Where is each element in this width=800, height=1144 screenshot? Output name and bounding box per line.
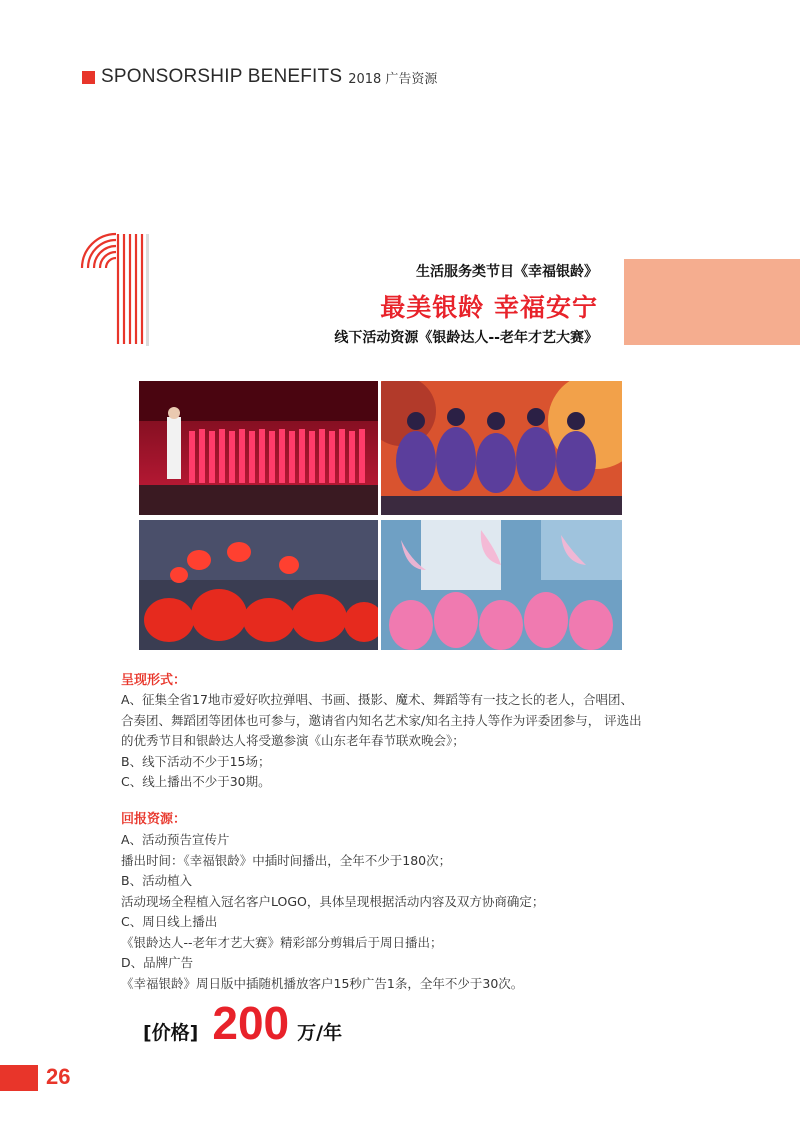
body-line: 播出时间：《幸福银龄》中插时间播出，全年不少于180次； <box>121 852 452 868</box>
photo-choir <box>139 381 378 515</box>
body-line: 《银龄达人--老年才艺大赛》精彩部分剪辑后于周日播出； <box>121 934 443 950</box>
header-red-square <box>82 71 95 84</box>
section-heading-presentation: 呈现形式： <box>121 673 187 688</box>
decorative-peach-block <box>624 259 800 345</box>
body-line: 的优秀节目和银龄达人将受邀参演《山东老年春节联欢晚会》； <box>121 733 465 748</box>
price-label: [价格] <box>143 1022 199 1044</box>
price-block <box>143 996 342 1050</box>
body-line: 《幸福银龄》周日版中插随机播放客户15秒广告1条，全年不少于30次。 <box>121 975 524 991</box>
section-heading-rewards: 回报资源： <box>121 812 187 827</box>
section-body-presentation <box>121 690 641 793</box>
body-line: B、活动植入 <box>121 873 193 888</box>
section-body-rewards <box>121 830 641 994</box>
body-line: C、线上播出不少于30期。 <box>121 774 271 789</box>
body-line: 合奏团、舞蹈团等团体也可参与，邀请省内知名艺术家/知名主持人等作为评委团参与， 评选出 <box>121 712 642 728</box>
body-line: A、活动预告宣传片 <box>121 832 230 847</box>
body-line: C、周日线上播出 <box>121 914 218 929</box>
program-title: 生活服务类节目《幸福银龄》 <box>416 264 598 280</box>
price-unit: 万/年 <box>297 1022 343 1044</box>
photo-ethnic-dance <box>381 381 622 515</box>
body-line: B、线下活动不少于15场； <box>121 753 271 769</box>
body-line: A、征集全省17地市爱好吹拉弹唱、书画、摄影、魔术、舞蹈等有一技之长的老人，合唱团、 <box>121 692 633 707</box>
header-title-en: SPONSORSHIP BENEFITS <box>101 66 343 87</box>
slogan-headline: 最美银龄 幸福安宁 <box>380 293 598 322</box>
body-line: 活动现场全程植入冠名客户LOGO，具体呈现根据活动内容及双方协商确定； <box>121 893 545 909</box>
header-title-cn: 2018 广告资源 <box>348 71 438 87</box>
page-number: 26 <box>46 1064 71 1089</box>
photo-fan-dance <box>139 520 378 650</box>
body-line: D、品牌广告 <box>121 955 194 970</box>
page-header <box>82 66 437 88</box>
activity-subtitle: 线下活动资源《银龄达人--老年才艺大赛》 <box>334 330 598 346</box>
page-number-bar <box>0 1065 38 1091</box>
price-value: 200 <box>212 997 290 1049</box>
section-number-graphic <box>80 232 155 347</box>
photo-silk-dance <box>381 520 622 650</box>
